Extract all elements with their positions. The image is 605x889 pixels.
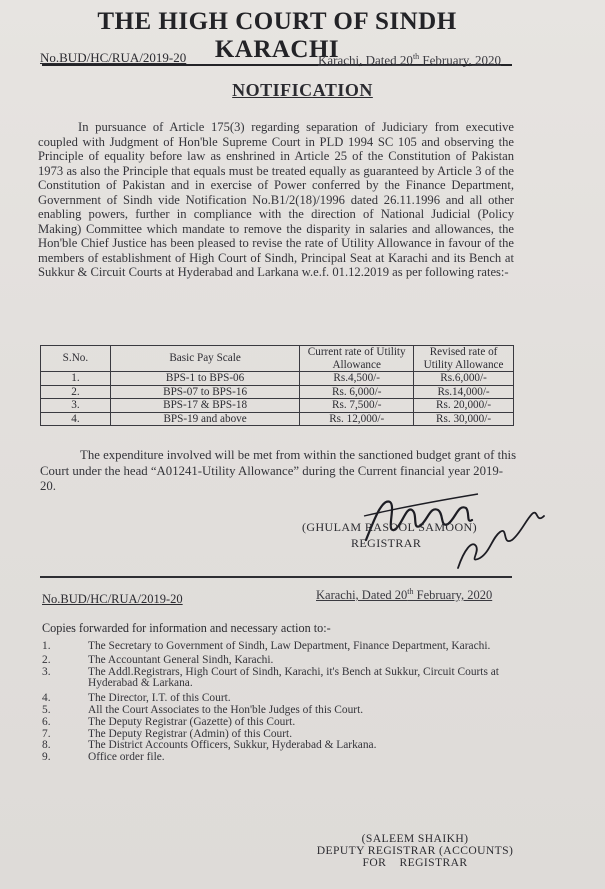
copies-intro: Copies forwarded for information and necessary action to:- [42, 621, 331, 635]
date-prefix: Karachi, Dated 20 [316, 588, 408, 603]
table-cell: Rs. 20,000/- [414, 399, 514, 413]
table-cell: 3. [41, 399, 111, 413]
date-superscript: th [407, 587, 414, 596]
list-item-number: 6. [42, 715, 51, 728]
rates-table [40, 345, 514, 426]
table-cell: Rs. 6,000/- [300, 385, 414, 399]
list-item [42, 667, 518, 691]
list-item-number: 4. [42, 692, 51, 705]
body-paragraph-text: In pursuance of Article 175(3) regarding separation of Judiciary from executive coupled with Judgment of Hon'ble Supreme Court in PLD 1994 SC 105 and observing the Principle of equality before law as enshrined in Article 25 of the Constitution of Pakistan 1973 as also the Principle that equals must be treated equally as guaranteed by Article 3 of the Constitution of Pakistan and in exercise of Power conferred by the Finance Department, Government of Sindh vide Notification No.B1/2(18)/1996 dated 26.11.1996 and all other enabling powers, further in compliance with the direction of National Judicial (Policy Making) Committee which mandate to remove the disparity in salaries and allowances, the Hon'ble Chief Justice has been pleased to revise the rate of Utility Allowance in favour of the members of establishment of High Court of Sindh, Principal Seat at Karachi and its Bench at Sukkur & Circuit Courts at Hyderabad and Larkana w.e.f. 01.12.2019 as per following rates:- [38, 120, 514, 279]
table-cell: Rs.6,000/- [414, 372, 514, 386]
footer-signatory [310, 833, 520, 869]
list-item-text: The Deputy Registrar (Gazette) of this Court. [88, 715, 296, 728]
table-cell: 1. [41, 372, 111, 386]
list-item-number: 8. [42, 739, 51, 752]
table-cell: 4. [41, 412, 111, 426]
date-line-copy [316, 587, 492, 603]
table-cell: Rs. 7,500/- [300, 399, 414, 413]
table-header-cell: Current rate of Utility Allowance [300, 346, 414, 372]
signatory-name: (GHULAM RASOOL SAMOON) [302, 520, 478, 534]
table-cell: BPS-1 to BPS-06 [110, 372, 299, 386]
date-suffix: February, 2020 [419, 52, 502, 68]
table-row [41, 412, 514, 426]
table-header-cell: S.No. [41, 346, 111, 372]
footer-title: DEPUTY REGISTRAR (ACCOUNTS) [316, 844, 514, 857]
reference-number: No.BUD/HC/RUA/2019-20 [40, 50, 187, 65]
table-cell: BPS-07 to BPS-16 [110, 385, 299, 399]
list-item-number: 3. [42, 665, 51, 678]
list-item [42, 655, 518, 667]
list-item-text: All the Court Associates to the Hon'ble Judges of this Court. [88, 703, 364, 716]
section-divider [40, 576, 512, 578]
list-item-text: The Deputy Registrar (Admin) of this Court. [88, 727, 293, 740]
table-row [41, 399, 514, 413]
list-item [42, 705, 518, 717]
table-cell: Rs. 12,000/- [300, 412, 414, 426]
table-cell: BPS-17 & BPS-18 [110, 399, 299, 413]
list-item-text: Office order file. [88, 751, 165, 764]
list-item-text: The Addl.Registrars, High Court of Sindh, Karachi, it's Bench at Sukkur, Circuit Courts at Hyderabad & Larkana. [88, 665, 499, 690]
table-header-row [41, 346, 514, 372]
list-item-number: 5. [42, 703, 51, 716]
list-item [42, 717, 518, 729]
date-line [318, 52, 501, 68]
expenditure-text: The expenditure involved will be met from within the sanctioned budget grant of this Court under the head “A01241-Utility Allowance” during the Current financial year 2019-20. [40, 448, 517, 493]
table-header-cell: Revised rate of Utility Allowance [414, 346, 514, 372]
list-item-number: 2. [42, 653, 51, 666]
table-row [41, 385, 514, 399]
date-prefix: Karachi, Dated 20 [318, 52, 413, 68]
notification-title: NOTIFICATION [232, 80, 373, 100]
copies-list [42, 641, 518, 764]
table-cell: Rs.4,500/- [300, 372, 414, 386]
table-cell: Rs. 30,000/- [414, 412, 514, 426]
table-header-cell: Basic Pay Scale [110, 346, 299, 372]
table-cell: 2. [41, 385, 111, 399]
list-item [42, 752, 518, 764]
table-cell: BPS-19 and above [110, 412, 299, 426]
footer-name: (SALEEM SHAIKH) [361, 832, 469, 845]
date-suffix: February, 2020 [413, 588, 493, 603]
reference-number-copy: No.BUD/HC/RUA/2019-20 [42, 592, 183, 606]
list-item-number: 1. [42, 640, 51, 652]
signatory-title: REGISTRAR [351, 536, 422, 550]
list-item-number: 7. [42, 727, 51, 740]
footer-for-line: FOR REGISTRAR [362, 856, 468, 869]
table-cell: Rs.14,000/- [414, 385, 514, 399]
list-item-text: The Accountant General Sindh, Karachi. [88, 653, 274, 666]
list-item [42, 641, 518, 653]
list-item-text: The Secretary to Government of Sindh, Law Department, Finance Department, Karachi. [88, 640, 491, 652]
court-title: THE HIGH COURT OF SINDH KARACHI [42, 8, 512, 66]
list-item-number: 9. [42, 751, 51, 764]
body-paragraph [38, 120, 514, 280]
list-item-text: The District Accounts Officers, Sukkur, Hyderabad & Larkana. [88, 739, 377, 752]
date-superscript: th [412, 52, 420, 61]
table-row [41, 372, 514, 386]
list-item-text: The Director, I.T. of this Court. [88, 692, 231, 705]
